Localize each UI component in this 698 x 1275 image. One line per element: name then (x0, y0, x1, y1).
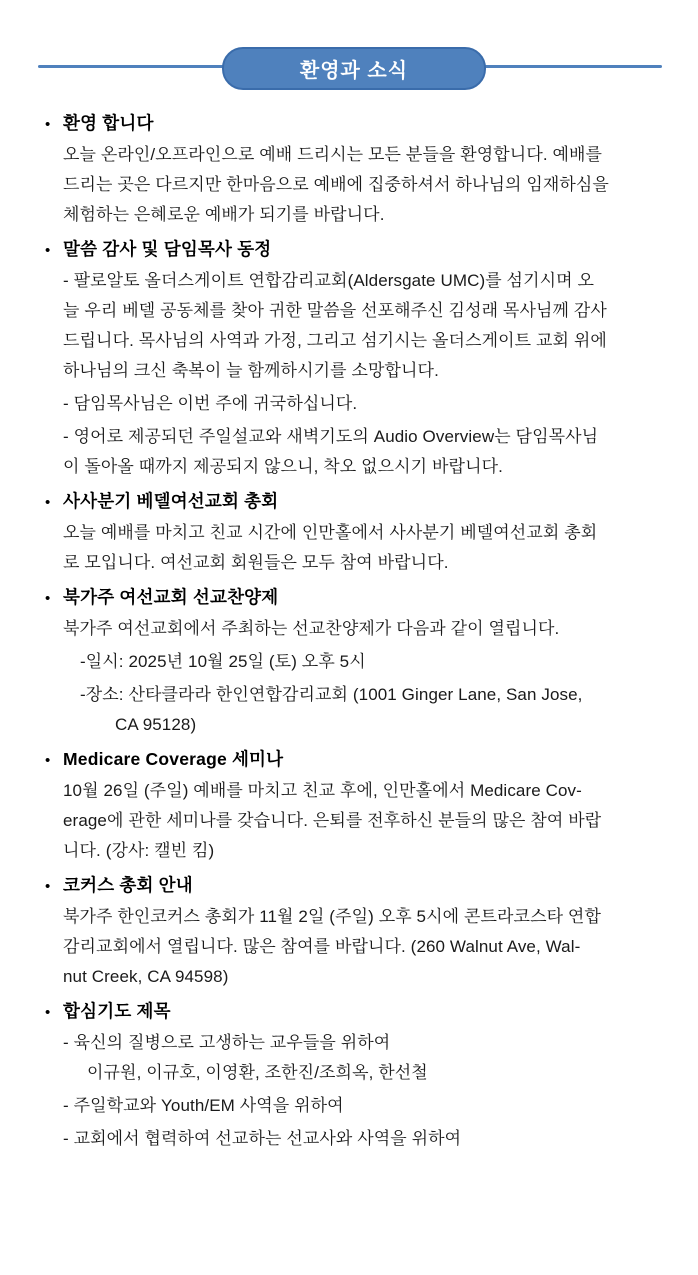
section-title-row (45, 870, 670, 902)
section-text-line: 10월 26일 (주일) 예배를 마치고 친교 후에, 인만홀에서 Medicare Cov- (63, 781, 582, 800)
section-text-line: 이규원, 이규호, 이영환, 조한진/조희옥, 한선철 (87, 1063, 428, 1082)
section-text-line: - 팔로알토 올더스게이트 연합감리교회(Aldersgate UMC)를 섬기시며 오 (63, 271, 594, 290)
bullet-icon: • (45, 752, 51, 769)
section-text-line: 북가주 여선교회에서 주최하는 선교찬양제가 다음과 같이 열립니다. (63, 619, 560, 638)
section-title-row (45, 996, 670, 1028)
section-text-line: nut Creek, CA 94598) (63, 967, 229, 986)
section-title: 말씀 감사 및 담임목사 동정 (63, 239, 272, 259)
section-text-line: 오늘 예배를 마치고 친교 시간에 인만홀에서 사사분기 베델여선교회 총회 (63, 523, 598, 542)
news-list (45, 108, 670, 1154)
section-text-line: 오늘 온라인/오프라인으로 예배 드리시는 모든 분들을 환영합니다. 예배를 (63, 145, 603, 164)
news-section (45, 108, 670, 230)
section-title-row (45, 744, 670, 776)
section-text-line: CA 95128) (115, 715, 197, 734)
news-section (45, 582, 670, 740)
section-text-line: 감리교회에서 열립니다. 많은 참여를 바랍니다. (260 Walnut Ave, Wal- (63, 937, 581, 956)
section-text-line: 이 돌아올 때까지 제공되지 않으니, 착오 없으시기 바랍니다. (63, 457, 503, 476)
section-title: 환영 합니다 (63, 113, 154, 133)
section-text-line: 하나님의 크신 축복이 늘 함께하시기를 소망합니다. (63, 361, 439, 380)
section-title-row (45, 582, 670, 614)
news-section (45, 234, 670, 482)
news-section (45, 486, 670, 578)
section-title: 사사분기 베델여선교회 총회 (63, 491, 279, 511)
news-section (45, 996, 670, 1154)
section-text-line: erage에 관한 세미나를 갖습니다. 은퇴를 전후하신 분들의 많은 참여 바랍 (63, 811, 602, 830)
section-text-line: - 영어로 제공되던 주일설교와 새벽기도의 Audio Overview는 담임목사님 (63, 427, 599, 446)
bullet-icon: • (45, 116, 51, 133)
section-text-line: 늘 우리 베델 공동체를 찾아 귀한 말씀을 선포해주신 김성래 목사님께 감사 (63, 301, 607, 320)
bullet-icon: • (45, 242, 51, 259)
section-header-pill (222, 47, 486, 90)
section-text-line: - 육신의 질병으로 고생하는 교우들을 위하여 (63, 1033, 391, 1052)
section-text-line: 니다. (강사: 캘빈 킴) (63, 841, 215, 860)
news-section (45, 870, 670, 992)
bullet-icon: • (45, 590, 51, 607)
page-title: 환영과 소식 (299, 60, 409, 82)
section-text-line: - 담임목사님은 이번 주에 귀국하십니다. (63, 394, 358, 413)
bullet-icon: • (45, 878, 51, 895)
section-title-row (45, 234, 670, 266)
section-title: 코커스 총회 안내 (63, 875, 193, 895)
section-text-line: 북가주 한인코커스 총회가 11월 2일 (주일) 오후 5시에 콘트라코스타 연합 (63, 907, 601, 926)
section-title-row (45, 486, 670, 518)
news-section (45, 744, 670, 866)
section-text-line: 드리는 곳은 다르지만 한마음으로 예배에 집중하셔서 하나님의 임재하심을 (63, 175, 609, 194)
section-text-line: -일시: 2025년 10월 25일 (토) 오후 5시 (80, 652, 366, 671)
bullet-icon: • (45, 494, 51, 511)
section-text-line: 드립니다. 목사님의 사역과 가정, 그리고 섬기시는 올더스게이트 교회 위에 (63, 331, 607, 350)
section-title: 합심기도 제목 (63, 1001, 171, 1021)
section-title: Medicare Coverage 세미나 (63, 749, 284, 769)
section-text-line: - 주일학교와 Youth/EM 사역을 위하여 (63, 1096, 344, 1115)
section-text-line: - 교회에서 협력하여 선교하는 선교사와 사역을 위하여 (63, 1129, 462, 1148)
section-text-line: -장소: 산타클라라 한인연합감리교회 (1001 Ginger Lane, San Jose, (80, 685, 583, 704)
bullet-icon: • (45, 1004, 51, 1021)
section-text-line: 체험하는 은혜로운 예배가 되기를 바랍니다. (63, 205, 385, 224)
section-text-line: 로 모입니다. 여선교회 회원들은 모두 참여 바랍니다. (63, 553, 449, 572)
section-title: 북가주 여선교회 선교찬양제 (63, 587, 279, 607)
section-title-row (45, 108, 670, 140)
